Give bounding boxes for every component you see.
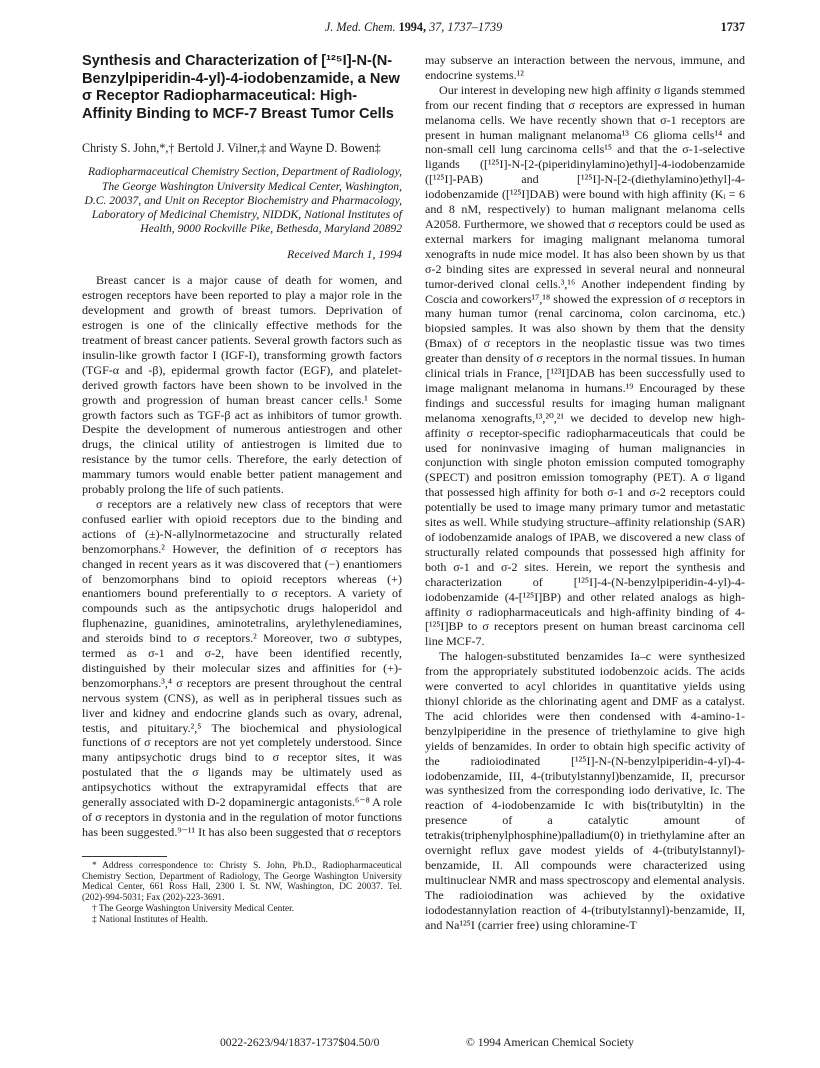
paragraph: may subserve an interaction between the nervous, immune, and endocrine systems.¹² [425, 53, 745, 82]
running-header [82, 20, 745, 38]
article-code: 0022-2623/94/1837-1737$04.50/0 [220, 1036, 380, 1049]
left-column [82, 53, 402, 932]
page-number: 1737 [720, 20, 745, 34]
paragraph: Breast cancer is a major cause of death for women, and estrogen receptors have been reported to play a major role in the development and growth of breast tumors. Deprivation of estrogen is one of the clinically effective methods for the treatment of breast cancer patients. Several growth factors such as insulin-like growth factor I (IGF-I), transforming growth factors (TGF-α and -β), epidermal growth factor (EGF), and platelet-derived growth factors have been shown to be involved in the growth and progression of human breast cancer cells.¹ Some growth factors such as TGF-β act as inhibitors of tumor growth. Despite the development of numerous antiestrogen and other drugs, the clinical utility of antiestrogen is limited due to resistance by the tumor cells. Therefore, the early detection of mammary tumors would enable better patient management and probably prolong the life of such patients. [82, 273, 402, 497]
author-affiliation: Radiopharmaceutical Chemistry Section, Department of Radiology, The George Washington University Medical Center, Washington, D.C. 20037, and Unit on Receptor Biochemistry and Pharmacology, Laboratory of Medicinal Chemistry, NIDDK, National Institutes of Health, 9000 Rockville Pike, Bethesda, Maryland 20892 [84, 165, 402, 236]
paragraph: σ receptors are a relatively new class of receptors that were confused earlier with opioid receptors due to the binding and actions of (±)-N-allylnormetazocine and structurally related benzomorphans.² However, the definition of σ receptors has changed in recent years as it was discovered that (−) enantiomers of benzomorphans bind to opioid receptors whereas (+) enantiomers bound preferentially to σ receptors. A variety of compounds such as the antipsychotic drugs haloperidol and fluphenazine, guanidines, aminotetralins, arylethylenediamines, and steroids bind to σ receptors.² Moreover, two σ subtypes, termed as σ-1 and σ-2, have been identified recently, distinguished by their molecular sizes and affinities for (+)-benzomorphans.³,⁴ σ receptors are present throughout the central nervous system (CNS), as well as in peripheral tissues such as liver and kidney and endocrine glands such as ovary, adrenal, testis, and pituitary.²,⁵ The biochemical and physiological functions of σ receptors are not yet completely understood. Since many antipsychotic drugs bind to σ receptor sites, it was postulated that the σ ligands may be ultimately used as antipsychotics without the extrapyramidal effects that are generally associated with D-2 dopaminergic antagonists.⁶⁻⁸ A role of σ receptors in dystonia and in the regulation of motor functions has been suggested.⁹⁻¹¹ It has also been suggested that σ receptors [82, 496, 402, 839]
copyright: © 1994 American Chemical Society [466, 1036, 634, 1049]
received-date: Received March 1, 1994 [287, 247, 402, 262]
two-column-body [82, 53, 745, 932]
article-title: Synthesis and Characterization of [¹²⁵I]-N-(N-Benzylpiperidin-4-yl)-4-iodobenzamide, a New σ Receptor Radiopharmaceutical: High-Affinity Binding to MCF-7 Breast Tumor Cells [82, 53, 400, 122]
journal-year: 1994, [398, 20, 427, 34]
journal-volume-pages: 37, 1737–1739 [429, 20, 503, 34]
footnote-correspondence: * Address correspondence to: Christy S. John, Ph.D., Radiopharmaceutical Chemistry Section, Department of Radiology, The George Washington University Medical Center, 661 Ross Hall, 2300 I. St. NW, Washington, DC 20037. Tel. (202)-994-5031; Fax (202)-223-3691. [82, 860, 402, 904]
journal-name: J. Med. Chem. [324, 20, 396, 34]
paragraph: Our interest in developing new high affinity σ ligands stemmed from our recent finding that σ receptors are expressed in human melanoma cells. We have recently shown that σ-1 receptors are present in human malignant melanoma¹³ C6 glioma cells¹⁴ and non-small cell lung carcinoma cells¹⁵ and that the σ-1-selective ligands ([¹²⁵I]-N-[2-(piperidinylamino)ethyl]-4-iodobenzamide ([¹²⁵I]-PAB) and [¹²⁵I]-N-[2-(diethylamino)ethyl]-4-iodobenzamide ([¹²⁵I]DAB) were bound with high affinity (Kᵢ = 6 and 8 nM, respectively) to human malignant melanoma cells A2058. Furthermore, we showed that σ receptors could be used as external markers for imaging malignant melanoma tumoral xenografts in nude mice model. It has also been shown by us that σ-2 binding sites are expressed in several neural and nonneural tumor-derived clonal cells.³,¹⁶ Another independent finding by Coscia and coworkers¹⁷,¹⁸ showed the expression of σ receptors in many human tumor (renal carcinoma, colon carcinoma, etc.) biopsied samples. It was also shown by them that the density (Bmax) of σ receptors in the neoplastic tissue was two times greater than density of σ receptors in the normal tissues. In human clinical trials in France, [¹²³I]DAB has been successfully used to image malignant melanoma in humans.¹⁹ Encouraged by these findings and successful results for imaging human malignant melanoma xenografts,¹³,²⁰,²¹ we decided to develop new high-affinity σ receptor-specific radiopharmaceuticals that could be used for noninvasive imaging of human malignancies in conjunction with single photon emission computed tomography (SPECT) and positron emission tomography (PET). A σ ligand that possessed high affinity for both σ-1 and σ-2 receptors could potentially be used to image many primary tumor and metastatic sites as well. While studying structure–affinity relationship (SAR) of iodobenzamide analogs of IPAB, we discovered a new class of structurally related compounds that possessed high affinity for both σ-1 and σ-2 sites. Herein, we report the synthesis and characterization of [¹²⁵I]-4-(N-benzylpiperidin-4-yl)-4-iodobenzamide (4-[¹²⁵I]BP) and other related analogs as high-affinity σ radiopharmaceuticals and high-affinity binding of 4-[¹²⁵I]BP to σ receptors present on human breast carcinoma cell line MCF-7. [425, 82, 745, 649]
footnote-double-dagger: ‡ National Institutes of Health. [92, 914, 208, 925]
footnote-divider [82, 856, 167, 857]
article-authors: Christy S. John,*,† Bertold J. Vilner,‡ and Wayne D. Bowen‡ [82, 141, 381, 156]
footnote-dagger: † The George Washington University Medical Center. [92, 904, 295, 915]
paragraph: The halogen-substituted benzamides Ia–c were synthesized from the appropriately substituted iodobenzoic acids. The acids were converted to acyl chlorides in quantitative yields using thionyl chloride as the chlorinating agent and DMF as a catalyst. The acid chlorides were then condensed with 4-amino-1-benzylpiperidine in the presence of triethylamine to give high yields of benzamides. In order to obtain high specific activity of the radioiodinated [¹²⁵I]-N-(N-benzylpiperidin-4-yl)-4-iodobenzamide, III, 4-(tributylstannyl)benzamide, II, precursor was synthesized from the corresponding iodo derivative, Ic. The reaction of 4-iodobenzamide Ic with bis(tributyltin) in the presence of a catalytic amount of tetrakis(triphenylphosphine)palladium(0) in triethylamine after an overnight reflux gave modest yields of 4-(tributylstannyl)-benzamide, II. All compounds were characterized using multinuclear NMR and mass spectroscopy and elemental analysis. The radioiodination was achieved by the oxidative iododestannylation reaction of 4-(tributylstannyl)-benzamide, II, and Na¹²⁵I (carrier free) using chloramine-T [425, 649, 745, 932]
footnotes [82, 861, 402, 926]
right-column [425, 53, 745, 932]
journal-citation [82, 20, 745, 35]
